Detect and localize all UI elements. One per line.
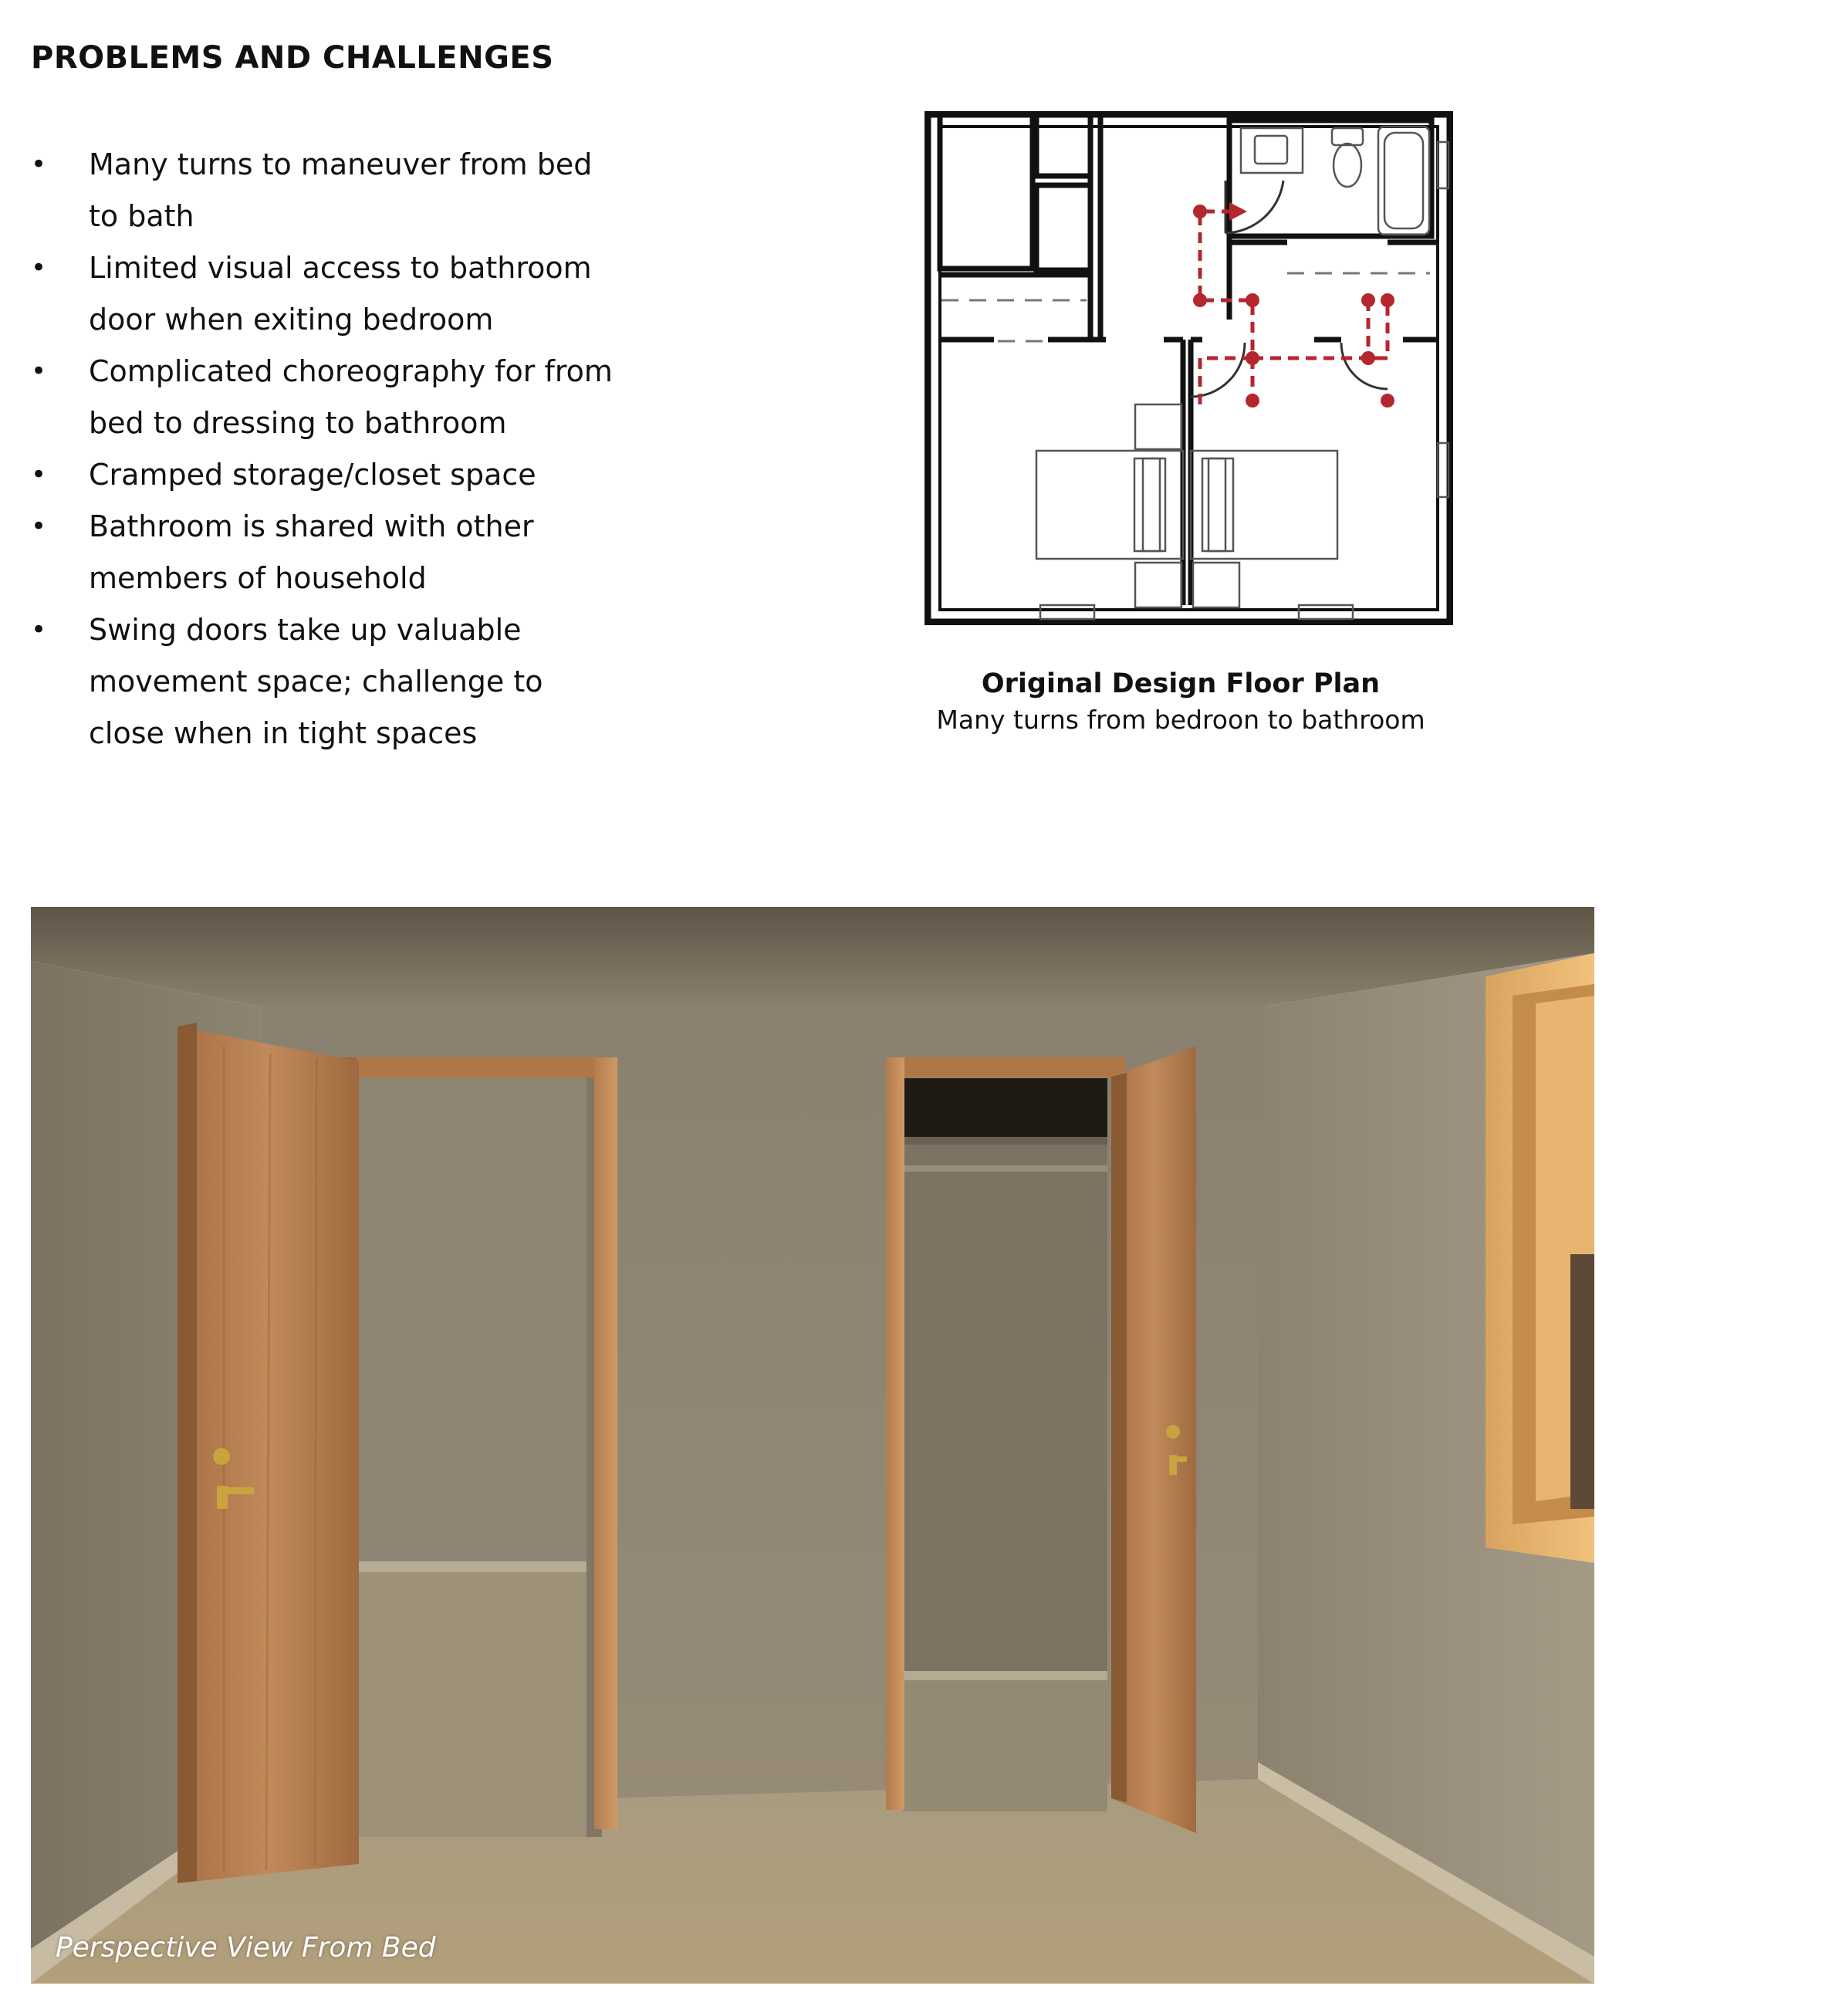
floor-plan-subtitle: Many turns from bedroon to bathroom [936,705,1425,735]
floor-plan-title: Original Design Floor Plan [981,668,1381,699]
list-item: • Cramped storage/closet space [31,449,617,501]
list-item: • Swing doors take up valuable movement space; challenge to close when in tight spaces [31,604,617,759]
section-heading: PROBLEMS AND CHALLENGES [31,40,554,76]
perspective-render [31,907,1594,1984]
list-item: • Many turns to maneuver from bed to bath [31,139,617,242]
floor-plan-diagram [925,111,1453,625]
floor-plan-caption [887,665,1474,738]
list-item: • Limited visual access to bathroom door when exiting bedroom [31,242,617,346]
render-caption: Perspective View From Bed [56,1932,436,1964]
list-item: • Bathroom is shared with other members of household [31,501,617,604]
challenge-list [31,139,617,759]
list-item: • Complicated choreography for from bed to dressing to bathroom [31,346,617,449]
